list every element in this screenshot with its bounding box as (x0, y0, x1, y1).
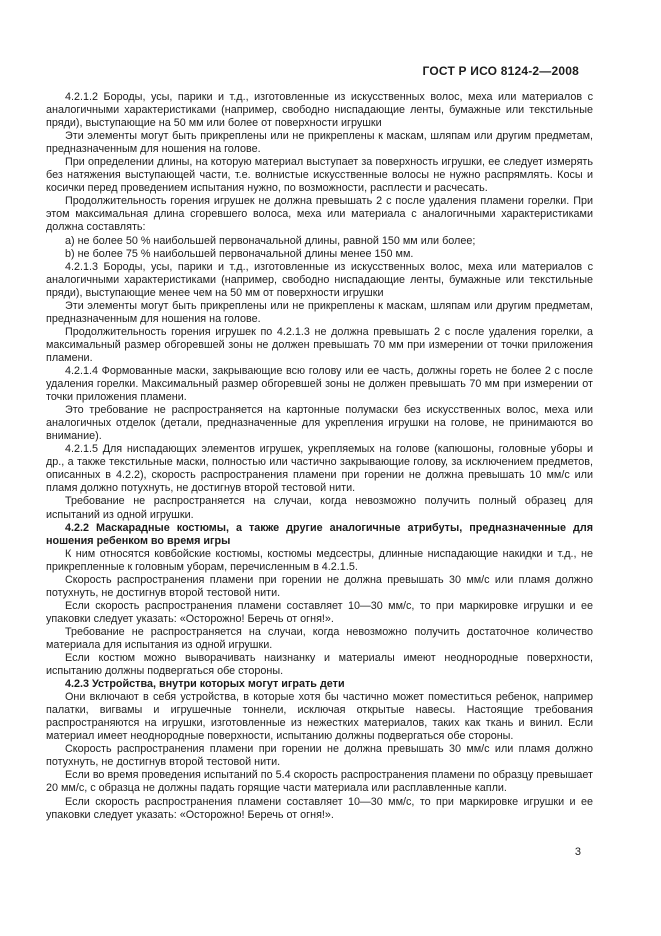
page-number: 3 (574, 846, 581, 858)
paragraph-molten-drops: Если во время проведения испытаний по 5.4 скорость распространения пламени по образцу превышает 20 мм/с, с образца не должны падать горящие части материала или расплавленные капли. (46, 769, 593, 795)
paragraph-warning-marking: Если скорость распространения пламени составляет 10—30 мм/с, то при маркировке игрушки и ее упаковки следует указать: «Осторожно! Беречь от огня!». (46, 599, 593, 625)
paragraph-full-sample-exception: Требование не распространяется на случаи, когда невозможно получить полный образец для испытаний из одной игрушки. (46, 495, 593, 521)
paragraph-cardboard-mask-exception: Это требование не распространяется на картонные полумаски без искусственных волос, меха или аналогичных отделок (детали, предназначенные для укрепления игрушки на голове, не принимаются во внимание). (46, 404, 593, 443)
paragraph-costume-examples: К ним относятся ковбойские костюмы, костюмы медсестры, длинные ниспадающие накидки и т.д., не прикрепленные к головным уборам, перечисленным в 4.2.1.5. (46, 547, 593, 573)
paragraph-length-measurement: При определении длины, на которую материал выступает за поверхность игрушки, ее следует измерять без натяжения выступающей части, т.е. волнистые искусственные волосы не нужно распрямлять. Косы и косички перед проведением испытания нужно, по возможности, расплести и расчесать. (46, 156, 593, 195)
clause-4-2-1-2: 4.2.1.2 Бороды, усы, парики и т.д., изготовленные из искусственных волос, меха или материалов с аналогичными характеристиками (например, свободно ниспадающие ленты, бумажные или текстильные пряди), выступающие на 50 мм или более от поверхности игрушки (46, 91, 593, 130)
page-header (46, 64, 579, 78)
paragraph-attachment-note: Эти элементы могут быть прикреплены или не прикреплены к маскам, шляпам или другим предметам, предназначенным для ношения на голове. (46, 130, 593, 156)
paragraph-burning-duration: Продолжительность горения игрушек не должна превышать 2 с после удаления пламени горелки. При этом максимальная длина сгоревшего волоса, меха или материала с аналогичными характеристиками должна составлять: (46, 195, 593, 234)
clause-4-2-1-4: 4.2.1.4 Формованные маски, закрывающие всю голову или ее часть, должны гореть не более 2 с после удаления горелки. Максимальный размер обгоревшей зоны не должен превышать 70 мм при измерении от точки приложения пламени. (46, 364, 593, 404)
list-item-b: b) не более 75 % наибольшей первоначальной длины менее 150 мм. (65, 247, 414, 260)
clause-4-2-1-3: 4.2.1.3 Бороды, усы, парики и т.д., изготовленные из искусственных волос, меха или материалов с аналогичными характеристиками (например, свободно ниспадающие ленты, бумажные или текстильные пряди), выступающие менее чем на 50 мм от поверхности игрушки (46, 260, 593, 299)
clause-4-2-1-5: 4.2.1.5 Для ниспадающих элементов игрушек, укрепляемых на голове (капюшоны, головные уборы и др., а также текстильные маски, полностью или частично закрывающие голову, за исключением предметов, описанных в 4.2.2), скорость распространения пламени при горении не должна превышать 10 мм/с или пламя должно потухнуть, не достигнув второй тестовой нити. (46, 443, 593, 495)
list-item-a: a) не более 50 % наибольшей первоначальной длины, равной 150 мм или более; (65, 234, 476, 247)
standard-code: ГОСТ Р ИСО 8124-2—2008 (422, 64, 579, 78)
paragraph-burning-duration-2: Продолжительность горения игрушек по 4.2.1.3 не должна превышать 2 с после удаления горелки, а максимальный размер обгоревшей зоны не должен превышать 70 мм при измерении от точки приложения пламени. (46, 325, 593, 364)
page-footer (46, 846, 593, 858)
section-heading-4-2-3: 4.2.3 Устройства, внутри которых могут играть дети (65, 678, 345, 691)
paragraph-enclosure-description: Они включают в себя устройства, в которые хотя бы частично может поместиться ребенок, например палатки, вигвамы и игрушечные тоннели, исключая открытые навесы. Настоящие требования распространяются на игрушки, изготовленные из нежестких материалов, таких как ткань и винил. Если материал имеет неоднородные поверхности, испытанию должны подвергаться обе стороны. (46, 691, 593, 743)
paragraph-flame-speed-limit: Скорость распространения пламени при горении не должна превышать 30 мм/с или пламя должно потухнуть, не достигнув второй тестовой нити. (46, 573, 593, 599)
document-body (46, 91, 593, 822)
paragraph-material-quantity-exception: Требование не распространяется на случаи, когда невозможно получить достаточное количество материала для испытания из одной игрушки. (46, 625, 593, 651)
paragraph-attachment-note-2: Эти элементы могут быть прикреплены или не прикреплены к маскам, шляпам или другим предметам, предназначенным для ношения на голове. (46, 299, 593, 325)
section-heading-4-2-2: 4.2.2 Маскарадные костюмы, а также другие аналогичные атрибуты, предназначенные для ношения ребенком во время игры (46, 521, 593, 547)
paragraph-warning-marking-2: Если скорость распространения пламени составляет 10—30 мм/с, то при маркировке игрушки и ее упаковки следует указать: «Осторожно! Беречь от огня!». (46, 795, 593, 821)
paragraph-flame-speed-limit-2: Скорость распространения пламени при горении не должна превышать 30 мм/с или пламя должно потухнуть, не достигнув второй тестовой нити. (46, 743, 593, 769)
paragraph-reversible-costume: Если костюм можно выворачивать наизнанку и материалы имеют неоднородные поверхности, испытанию должны подвергаться обе стороны. (46, 652, 593, 678)
